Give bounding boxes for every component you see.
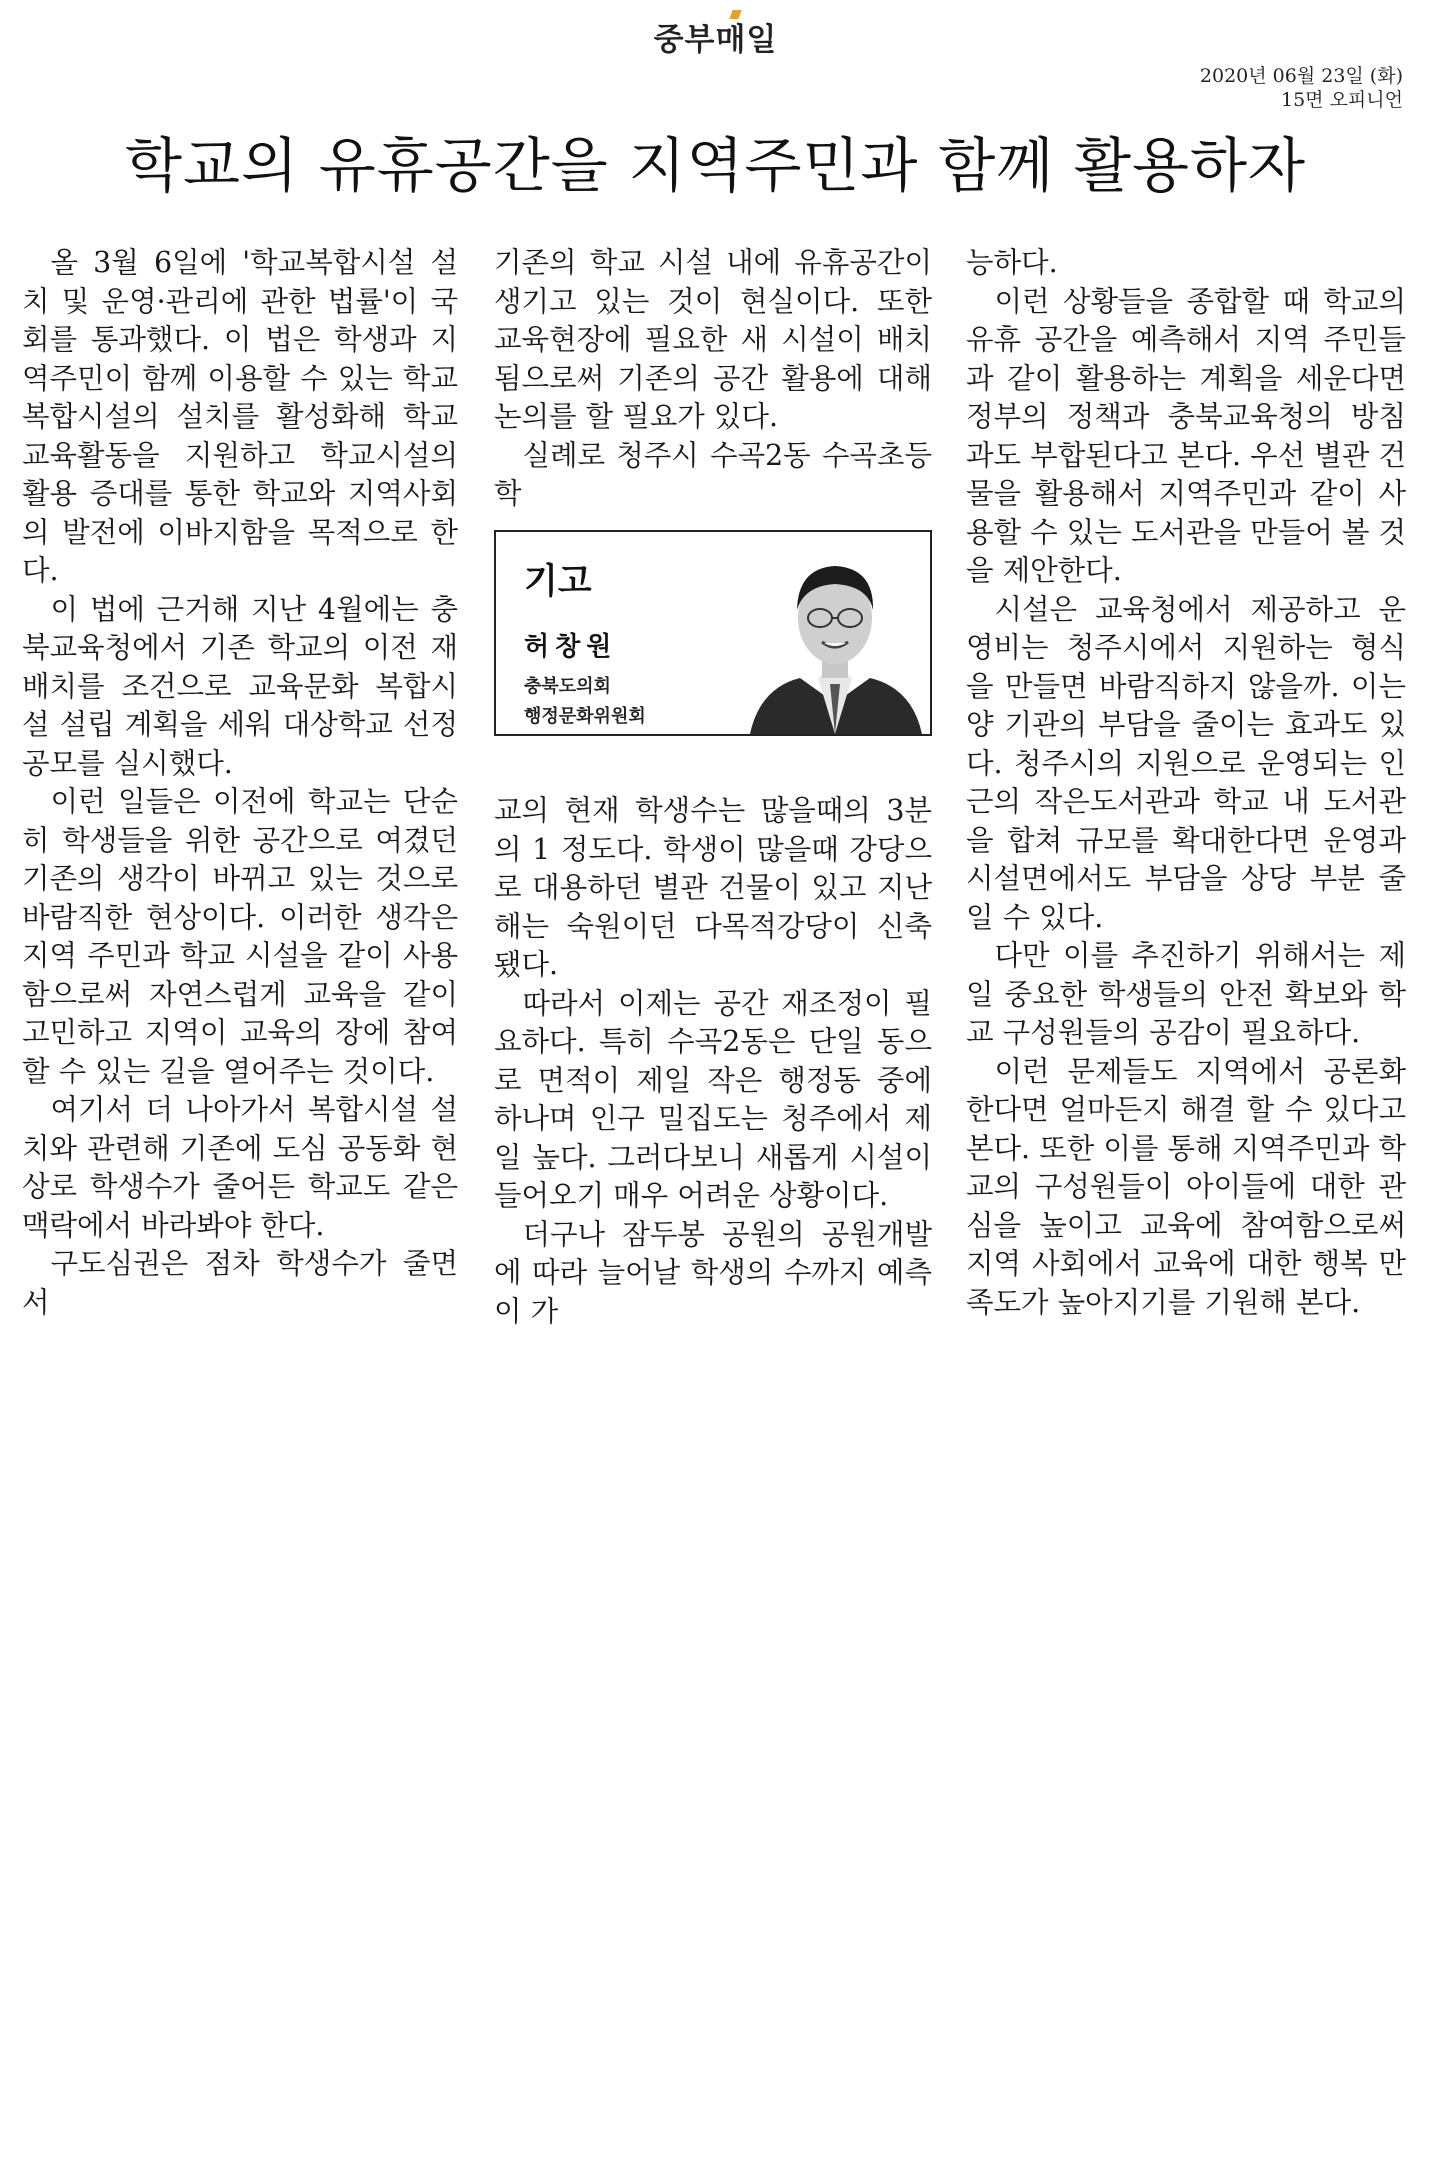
- publication-date: 2020년 06월 23일 (화): [1199, 65, 1403, 87]
- paragraph: 시설은 교육청에서 제공하고 운영비는 청주시에서 지원하는 형식을 만들면 바람직하지 않을까. 이는 양 기관의 부담을 줄이는 효과도 있다. 청주시의 지원으로 운영되는 인근의 작은도서관과 학교 내 도서관을 합쳐 규모를 확대한다면 운영과 시설면에서도 부담을 상당 부분 줄일 수 있다.: [966, 592, 1406, 934]
- article-column-2-top: [494, 244, 932, 514]
- paragraph: 따라서 이제는 공간 재조정이 필요하다. 특히 수곡2동은 단일 동으로 면적이 제일 작은 행정동 중에 하나며 인구 밀집도는 청주에서 제일 높다. 그러다보니 새롭게 시설이 들어오기 매우 어려운 상황이다.: [494, 986, 932, 1212]
- paragraph-continuation: 기존의 학교 시설 내에 유휴공간이 생기고 있는 것이 현실이다. 또한 교육현장에 필요한 새 시설이 배치됨으로써 기존의 공간 활용에 대해 논의를 할 필요가 있다.: [494, 246, 932, 433]
- author-photo: [740, 538, 930, 734]
- paragraph-continuation: 교의 현재 학생수는 많을때의 3분의 1 정도다. 학생이 많을때 강당으로 대용하던 별관 건물이 있고 지난해는 숙원이던 다목적강당이 신축됐다.: [494, 794, 932, 981]
- author-name: 허창원: [524, 632, 618, 662]
- affiliation-line: 충북도의회: [524, 676, 611, 697]
- author-affiliation: [524, 672, 646, 732]
- article-headline: 학교의 유휴공간을 지역주민과 함께 활용하자: [125, 131, 1306, 200]
- article-column-2-bottom: [494, 792, 932, 1331]
- paragraph: 올 3월 6일에 '학교복합시설 설치 및 운영·관리에 관한 법률'이 국회를 통과했다. 이 법은 학생과 지역주민이 함께 이용할 수 있는 학교복합시설의 설치를 활성화해 학교 교육활동을 지원하고 학교시설의 활용 증대를 통한 학교와 지역사회의 발전에 이바지함을 목적으로 한다.: [22, 246, 458, 587]
- paragraph: 다만 이를 추진하기 위해서는 제일 중요한 학생들의 안전 확보와 학교 구성원들의 공감이 필요하다.: [966, 939, 1406, 1049]
- article-column-1: [22, 244, 458, 1322]
- paragraph: 이런 문제들도 지역에서 공론화한다면 얼마든지 해결 할 수 있다고 본다. 또한 이를 통해 지역주민과 학교의 구성원들이 아이들에 대한 관심을 높이고 교육에 참여함으로써 지역 사회에서 교육에 대한 행복 만족도가 높아지기를 기원해 본다.: [966, 1054, 1406, 1319]
- byline-box: [494, 530, 932, 736]
- article-column-3: [966, 244, 1406, 1322]
- paragraph: 이런 상황들을 종합할 때 학교의 유휴 공간을 예측해서 지역 주민들과 같이 활용하는 계획을 세운다면 정부의 정책과 충북교육청의 방침과도 부합된다고 본다. 우선 별관 건물을 활용해서 지역주민과 같이 사용할 수 있는 도서관을 만들어 볼 것을 제안한다.: [966, 284, 1406, 587]
- page-section: 15면 오피니언: [1281, 89, 1403, 111]
- paragraph: 이런 일들은 이전에 학교는 단순히 학생들을 위한 공간으로 여겼던 기존의 생각이 바뀌고 있는 것으로 바람직한 현상이다. 이러한 생각은 지역 주민과 학교 시설을 같이 사용함으로써 자연스럽게 교육을 같이 고민하고 지역이 교육의 장에 참여 할 수 있는 길을 열어주는 것이다.: [22, 785, 458, 1088]
- dateline: [1200, 64, 1403, 112]
- masthead-logo: [0, 14, 1431, 59]
- paragraph: 실례로 청주시 수곡2동 수곡초등학: [494, 438, 932, 510]
- paragraph: 여기서 더 나아가서 복합시설 설치와 관련해 기존에 도심 공동화 현상로 학생수가 줄어든 학교도 같은 맥락에서 바라봐야 한다.: [22, 1093, 458, 1242]
- paragraph: 구도심권은 점차 학생수가 줄면서: [22, 1247, 458, 1319]
- paragraph-continuation: 능하다.: [966, 246, 1058, 279]
- paragraph: 이 법에 근거해 지난 4월에는 충북교육청에서 기존 학교의 이전 재배치를 조건으로 교육문화 복합시설 설립 계획을 세워 대상학교 선정 공모를 실시했다.: [22, 592, 458, 780]
- article-type-label: 기고: [524, 562, 592, 602]
- affiliation-line: 행정문화위원회: [524, 706, 646, 727]
- paragraph: 더구나 잠두봉 공원의 공원개발에 따라 늘어날 학생의 수까지 예측이 가: [494, 1217, 932, 1328]
- logo-text: 중부매일: [653, 22, 778, 58]
- logo-accent-icon: [730, 10, 742, 19]
